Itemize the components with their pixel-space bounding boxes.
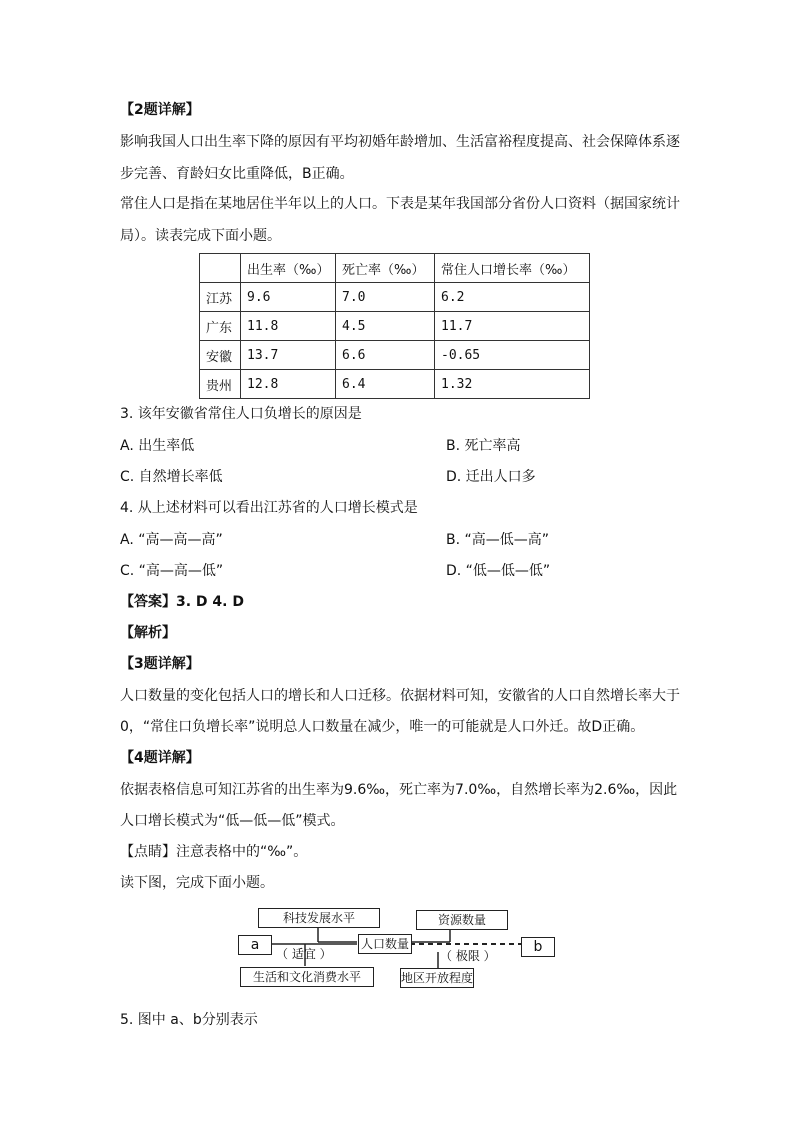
value-cell: 4.5 [336, 312, 435, 341]
value-cell: 1.32 [435, 370, 590, 399]
value-cell: 9.6 [241, 283, 336, 312]
q3-option-b: B. 死亡率高 [446, 438, 521, 454]
q3-detail-heading: 【3题详解】 [120, 656, 200, 672]
q3-detail-text-2: 0，“常住口负增长率”说明总人口数量在减少，唯一的可能就是人口外迁。故D正确。 [120, 719, 645, 735]
value-cell: 6.4 [336, 370, 435, 399]
openness-box: 地区开放程度 [400, 968, 474, 988]
province-cell: 安徽 [200, 341, 241, 370]
value-cell: 13.7 [241, 341, 336, 370]
q3-detail-text-1: 人口数量的变化包括人口的增长和人口迁移。依据材料可知，安徽省的人口自然增长率大于 [120, 688, 680, 704]
population-box: 人口数量 [358, 934, 412, 954]
q4-detail-text-1: 依据表格信息可知江苏省的出生率为9.6‰，死亡率为7.0‰，自然增长率为2.6‰，因此 [120, 782, 678, 798]
q4-detail-heading: 【4题详解】 [120, 750, 200, 766]
read-figure-instruction: 读下图，完成下面小题。 [120, 875, 274, 891]
q2-detail-text-2: 步完善、育龄妇女比重降低，B正确。 [120, 166, 354, 182]
tech-level-box: 科技发展水平 [258, 908, 380, 928]
box-b: b [521, 937, 555, 957]
living-level-box: 生活和文化消费水平 [240, 967, 374, 987]
suitable-label: （ 适宜 ） [276, 947, 332, 961]
province-cell: 广东 [200, 312, 241, 341]
table-header-cell: 出生率（‰） [241, 254, 336, 283]
q2-detail-heading: 【2题详解】 [120, 102, 200, 118]
value-cell: 11.8 [241, 312, 336, 341]
table-header-cell: 常住人口增长率（‰） [435, 254, 590, 283]
table-header-cell: 死亡率（‰） [336, 254, 435, 283]
q4-option-b: B. “高—低—高” [446, 532, 550, 548]
q4-option-a: A. “高—高—高” [120, 532, 223, 548]
q3-option-a: A. 出生率低 [120, 438, 195, 454]
analysis-heading: 【解析】 [120, 625, 176, 641]
value-cell: 6.2 [435, 283, 590, 312]
box-a: a [238, 935, 272, 955]
q4-option-c: C. “高—高—低” [120, 563, 224, 579]
province-cell: 江苏 [200, 283, 241, 312]
q4-option-d: D. “低—低—低” [446, 563, 551, 579]
value-cell: 7.0 [336, 283, 435, 312]
resource-box: 资源数量 [416, 910, 508, 930]
q3-option-d: D. 迁出人口多 [446, 469, 536, 485]
tip-line: 【点睛】注意表格中的“‰”。 [120, 844, 308, 860]
question-4: 4. 从上述材料可以看出江苏省的人口增长模式是 [120, 500, 418, 516]
question-3: 3. 该年安徽省常住人口负增长的原因是 [120, 406, 362, 422]
value-cell: 6.6 [336, 341, 435, 370]
q4-detail-text-2: 人口增长模式为“低—低—低”模式。 [120, 813, 345, 829]
value-cell: -0.65 [435, 341, 590, 370]
province-cell: 贵州 [200, 370, 241, 399]
intro-text-1: 常住人口是指在某地居住半年以上的人口。下表是某年我国部分省份人口资料（据国家统计 [120, 196, 680, 212]
q3-option-c: C. 自然增长率低 [120, 469, 223, 485]
intro-text-2: 局）。读表完成下面小题。 [120, 228, 281, 244]
value-cell: 12.8 [241, 370, 336, 399]
value-cell: 11.7 [435, 312, 590, 341]
q2-detail-text-1: 影响我国人口出生率下降的原因有平均初婚年龄增加、生活富裕程度提高、社会保障体系逐 [120, 134, 680, 150]
limit-label: （ 极限 ） [440, 949, 496, 963]
question-5: 5. 图中 a、b分别表示 [120, 1012, 258, 1028]
answer-line: 【答案】3. D 4. D [120, 594, 244, 610]
